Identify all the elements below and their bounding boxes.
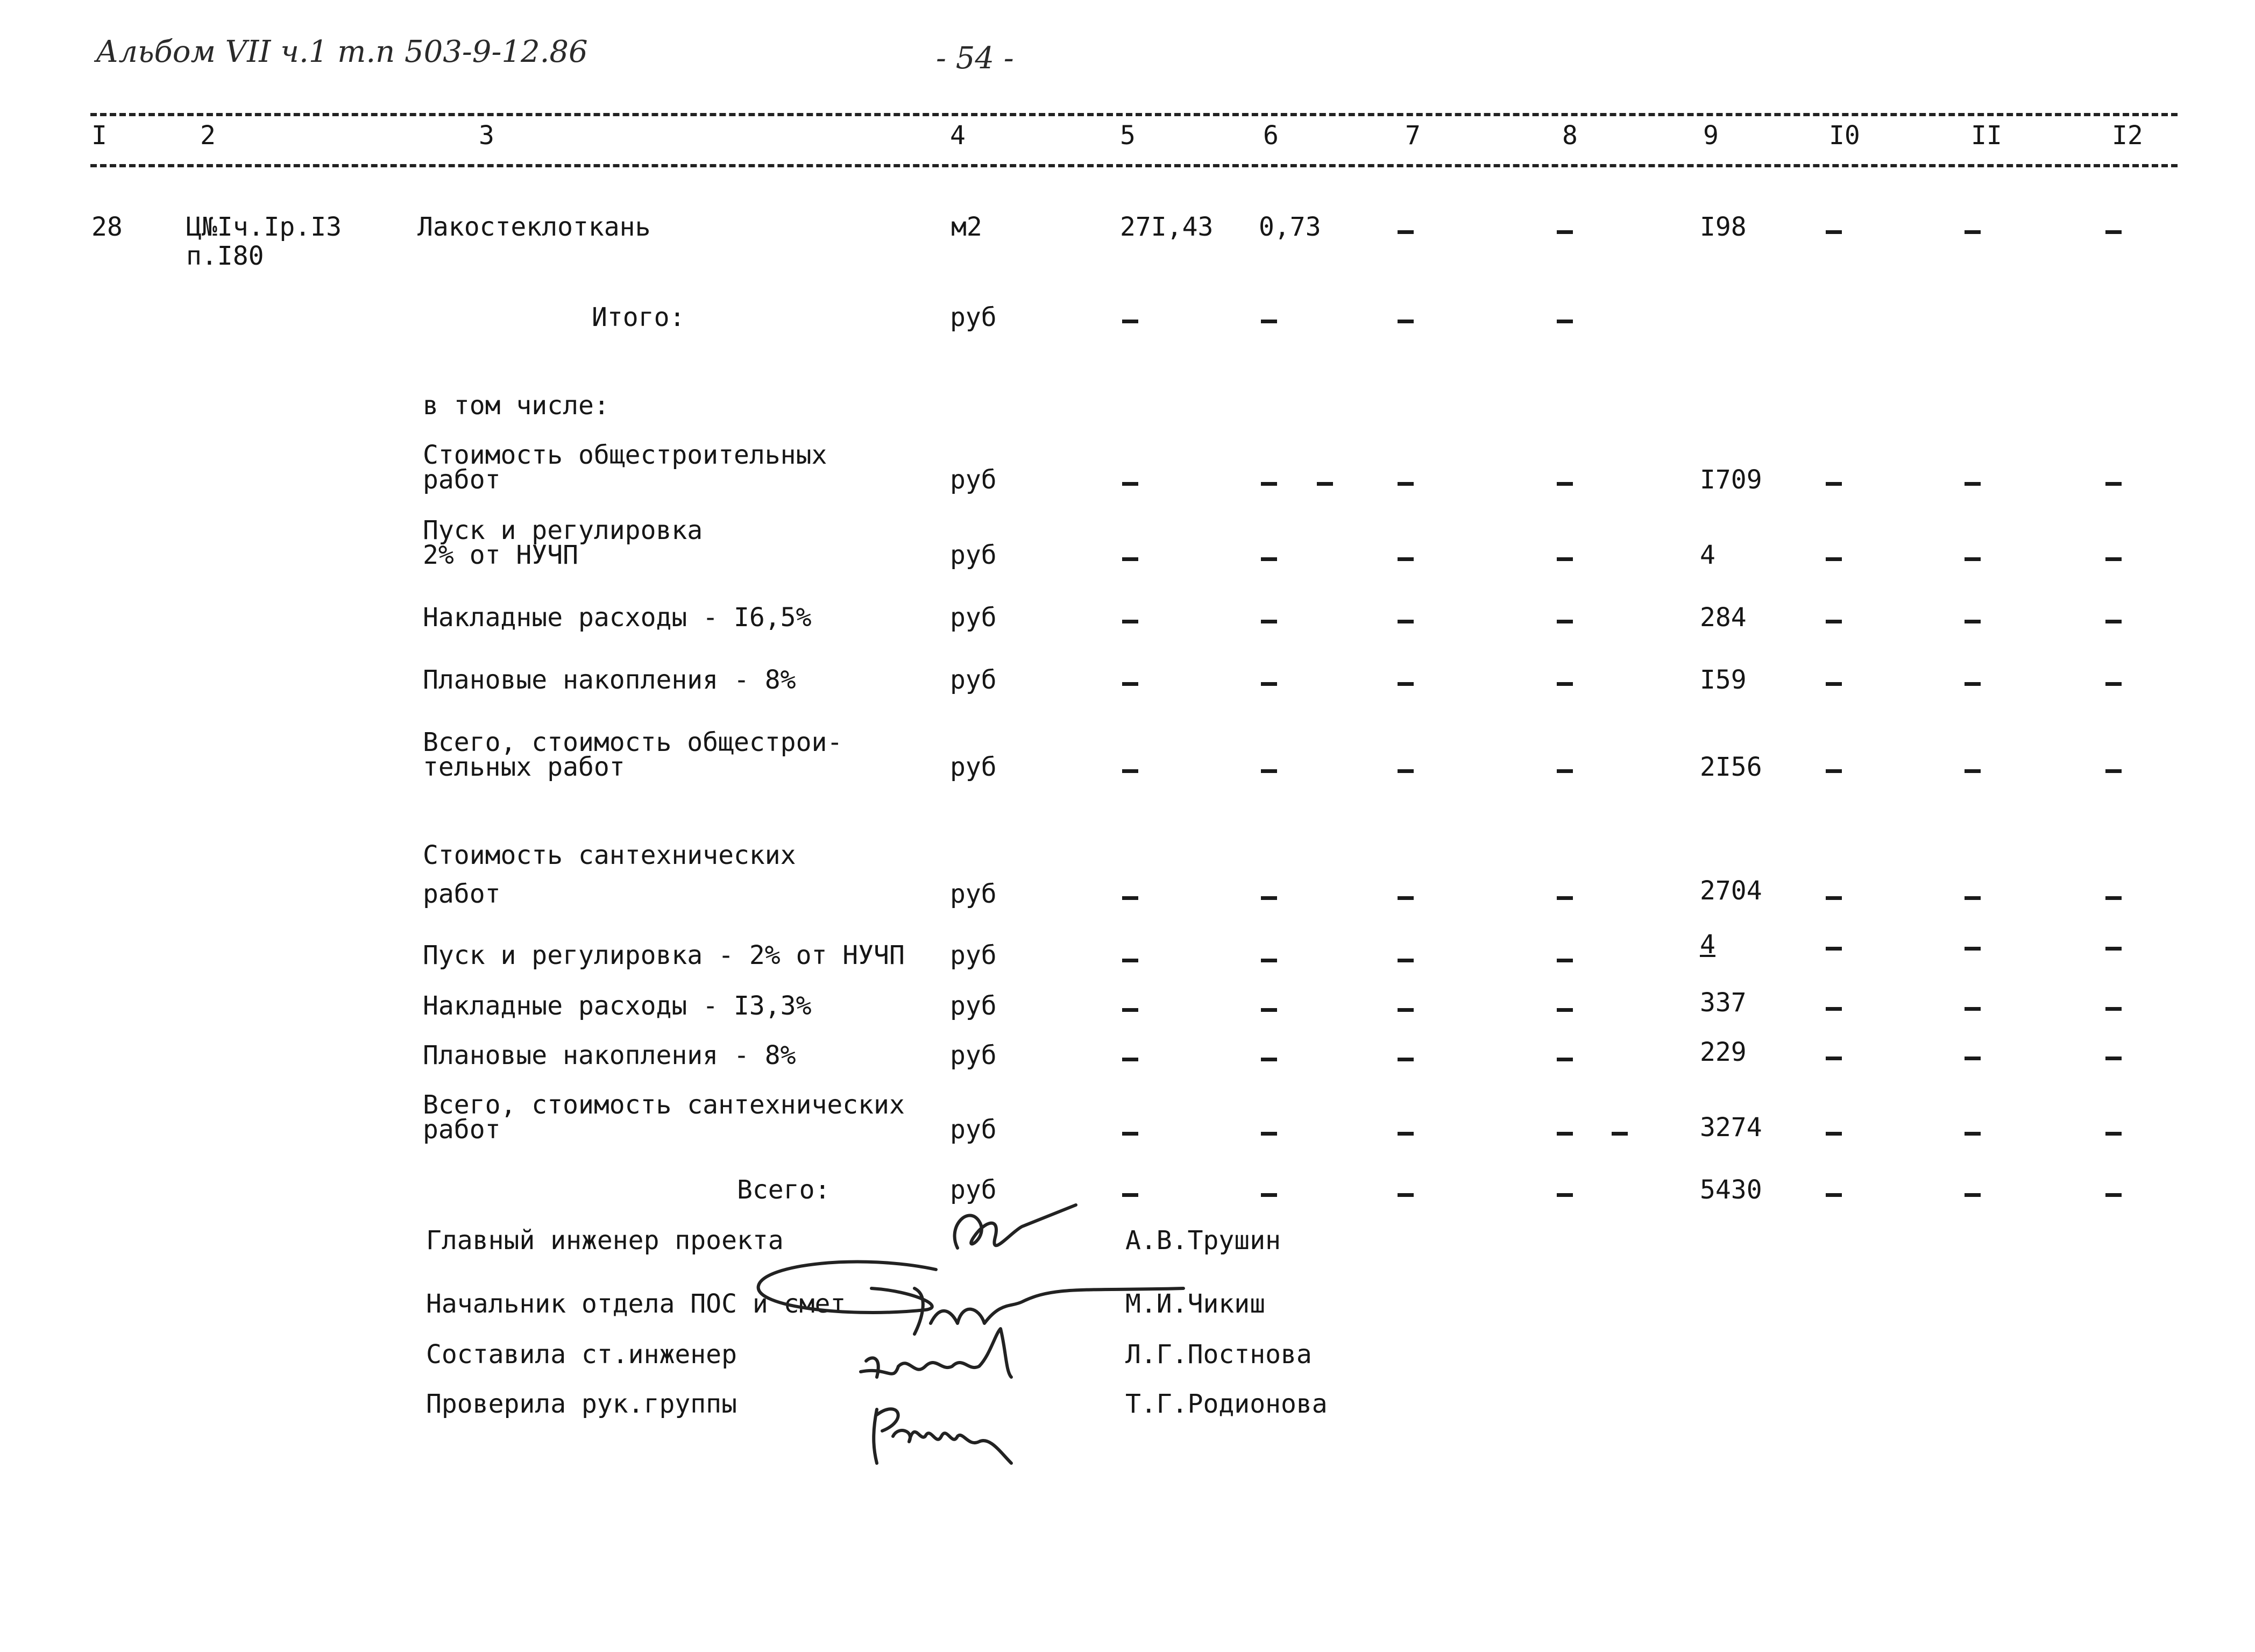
- row28-col7-dash: [1398, 230, 1414, 234]
- itogo-col8-dash: [1557, 320, 1573, 323]
- plumbing-r4-dash-11: [1965, 1057, 1981, 1060]
- plumbing-r1-label-2: работ: [423, 879, 501, 909]
- general-r3-dash-8: [1557, 620, 1573, 623]
- general-r2-dash-10: [1826, 557, 1842, 561]
- signature-mark-3: [861, 1329, 1011, 1377]
- general-r5-label-2: тельных работ: [423, 752, 625, 782]
- general-r3-dash-6: [1261, 620, 1277, 623]
- row28-col6: 0,73: [1259, 212, 1321, 242]
- plumbing-r4-dash-12: [2105, 1057, 2122, 1060]
- general-r3-label: Накладные расходы - I6,5%: [423, 602, 812, 633]
- signature-name-department-head: М.И.Чикиш: [1125, 1289, 1266, 1319]
- plumbing-r4-label: Плановые накопления - 8%: [423, 1040, 796, 1070]
- col-header-4: 4: [950, 120, 966, 151]
- row28-unit: м2: [951, 212, 982, 242]
- total-dash-6: [1261, 1193, 1277, 1197]
- plumbing-r3-dash-12: [2105, 1007, 2122, 1011]
- plumbing-r5-col9: 3274: [1700, 1112, 1762, 1143]
- total-dash-12: [2105, 1193, 2122, 1197]
- header-top-rule: [90, 113, 2178, 116]
- plumbing-r3-dash-11: [1965, 1007, 1981, 1011]
- general-r3-unit: руб: [950, 602, 997, 633]
- signature-role-department-head: Начальник отдела ПОС и смет: [426, 1289, 846, 1319]
- general-r5-dash-6: [1261, 769, 1277, 773]
- signature-mark-2: [758, 1262, 1183, 1334]
- plumbing-r4-unit: руб: [950, 1040, 997, 1070]
- plumbing-r3-dash-10: [1826, 1007, 1842, 1011]
- general-r5-dash-5: [1122, 769, 1138, 773]
- general-r2-dash-8: [1557, 557, 1573, 561]
- plumbing-r1-dash-12: [2105, 896, 2122, 900]
- col-header-9: 9: [1703, 120, 1719, 151]
- total-dash-11: [1965, 1193, 1981, 1197]
- general-r4-label: Плановые накопления - 8%: [423, 665, 796, 695]
- itogo-col7-dash: [1398, 320, 1414, 323]
- signature-name-checker: Т.Г.Родионова: [1125, 1389, 1328, 1419]
- signature-mark-1: [955, 1205, 1076, 1248]
- plumbing-r4-dash-6: [1261, 1058, 1277, 1061]
- plumbing-r5-dash-10: [1826, 1132, 1842, 1136]
- total-dash-7: [1398, 1193, 1414, 1197]
- general-r2-label-2: 2% от НУЧП: [423, 540, 578, 570]
- plumbing-r5-label-1: Всего, стоимость сантехнических: [423, 1090, 905, 1120]
- general-r1-col9: I709: [1700, 465, 1762, 495]
- plumbing-r1-dash-10: [1826, 896, 1842, 900]
- general-r4-dash-5: [1122, 682, 1138, 686]
- general-r1-dash-6b: [1317, 482, 1333, 486]
- general-r4-dash-12: [2105, 682, 2122, 686]
- plumbing-r3-dash-7: [1398, 1008, 1414, 1012]
- general-r1-dash-5: [1122, 482, 1138, 486]
- general-r1-unit: руб: [950, 465, 997, 495]
- plumbing-r2-dash-12: [2105, 947, 2122, 951]
- handwritten-signatures: [753, 1194, 1205, 1474]
- page-number: - 54 -: [936, 41, 1014, 76]
- plumbing-r5-dash-12: [2105, 1132, 2122, 1136]
- row28-code-2: п.I80: [186, 241, 264, 271]
- general-r4-dash-6: [1261, 682, 1277, 686]
- itogo-col6-dash: [1261, 320, 1277, 323]
- row28-col11-dash: [1965, 230, 1981, 234]
- general-r5-label-1: Всего, стоимость общестрои-: [423, 727, 843, 757]
- plumbing-r3-col9: 337: [1700, 988, 1747, 1018]
- general-r4-dash-10: [1826, 682, 1842, 686]
- plumbing-r2-dash-7: [1398, 959, 1414, 962]
- plumbing-r2-label: Пуск и регулировка - 2% от НУЧП: [423, 940, 905, 970]
- itogo-label: Итого:: [592, 302, 685, 332]
- plumbing-r3-label: Накладные расходы - I3,3%: [423, 991, 812, 1021]
- plumbing-r1-label-1: Стоимость сантехнических: [423, 840, 796, 870]
- plumbing-r5-unit: руб: [950, 1115, 997, 1145]
- row28-col5: 27I,43: [1120, 212, 1214, 242]
- general-r5-unit: руб: [950, 752, 997, 782]
- plumbing-r4-col9: 229: [1700, 1037, 1747, 1067]
- plumbing-r5-dash-7: [1398, 1132, 1414, 1136]
- plumbing-r5-dash-11: [1965, 1132, 1981, 1136]
- general-r5-dash-7: [1398, 769, 1414, 773]
- plumbing-r4-dash-5: [1122, 1058, 1138, 1061]
- row28-col8-dash: [1557, 230, 1573, 234]
- plumbing-r3-dash-8: [1557, 1008, 1573, 1012]
- signature-role-compiler: Составила ст.инженер: [426, 1339, 737, 1370]
- general-r1-dash-8: [1557, 482, 1573, 486]
- signature-name-compiler: Л.Г.Постнова: [1125, 1339, 1312, 1370]
- plumbing-r2-col9: 4: [1700, 930, 1715, 960]
- general-r1-dash-12: [2105, 482, 2122, 486]
- plumbing-r4-dash-8: [1557, 1058, 1573, 1061]
- plumbing-r3-dash-5: [1122, 1008, 1138, 1012]
- signature-role-chief-engineer: Главный инженер проекта: [426, 1225, 784, 1256]
- general-r2-dash-7: [1398, 557, 1414, 561]
- plumbing-r1-dash-8: [1557, 896, 1573, 900]
- plumbing-r1-dash-6: [1261, 896, 1277, 900]
- row28-num: 28: [91, 212, 123, 242]
- general-r3-dash-7: [1398, 620, 1414, 623]
- plumbing-r4-dash-7: [1398, 1058, 1414, 1061]
- plumbing-r5-label-2: работ: [423, 1115, 501, 1145]
- total-dash-8: [1557, 1193, 1573, 1197]
- row28-name: Лакостеклоткань: [417, 212, 651, 242]
- col-header-2: 2: [200, 120, 216, 151]
- signature-role-checker: Проверила рук.группы: [426, 1389, 737, 1419]
- general-r1-dash-10: [1826, 482, 1842, 486]
- plumbing-r1-unit: руб: [950, 879, 997, 909]
- plumbing-r5-dash-8b: [1612, 1132, 1628, 1136]
- general-r3-dash-10: [1826, 620, 1842, 623]
- general-r2-dash-11: [1965, 557, 1981, 561]
- general-r5-dash-10: [1826, 769, 1842, 773]
- col-header-11: II: [1971, 120, 2002, 151]
- col-header-3: 3: [479, 120, 494, 151]
- row28-col9: I98: [1700, 212, 1747, 242]
- col-header-12: I2: [2112, 120, 2143, 151]
- plumbing-r1-dash-7: [1398, 896, 1414, 900]
- general-r5-dash-12: [2105, 769, 2122, 773]
- v-tom-chisle: в том числе:: [423, 391, 609, 421]
- general-r3-dash-12: [2105, 620, 2122, 623]
- plumbing-r5-dash-8: [1557, 1132, 1573, 1136]
- total-dash-10: [1826, 1193, 1842, 1197]
- plumbing-r2-dash-5: [1122, 959, 1138, 962]
- signature-name-chief-engineer: А.В.Трушин: [1125, 1225, 1281, 1256]
- plumbing-r1-dash-5: [1122, 896, 1138, 900]
- col-header-10: I0: [1829, 120, 1860, 151]
- header-bottom-rule: [90, 164, 2178, 167]
- col-header-7: 7: [1405, 120, 1421, 151]
- col-header-1: I: [91, 120, 107, 151]
- row28-code: Ц№Iч.Iр.I3: [186, 212, 342, 242]
- total-unit: руб: [950, 1175, 997, 1205]
- general-r1-dash-6: [1261, 482, 1277, 486]
- plumbing-r3-unit: руб: [950, 991, 997, 1021]
- row28-col12-dash: [2105, 230, 2122, 234]
- general-r4-dash-8: [1557, 682, 1573, 686]
- total-label: Всего:: [737, 1175, 831, 1205]
- col-header-6: 6: [1263, 120, 1279, 151]
- general-r4-dash-7: [1398, 682, 1414, 686]
- plumbing-r2-dash-11: [1965, 947, 1981, 951]
- general-r2-unit: руб: [950, 540, 997, 570]
- col-header-8: 8: [1562, 120, 1578, 151]
- plumbing-r2-unit: руб: [950, 940, 997, 970]
- general-r3-dash-11: [1965, 620, 1981, 623]
- general-r4-dash-11: [1965, 682, 1981, 686]
- plumbing-r4-dash-10: [1826, 1057, 1842, 1060]
- general-r3-col9: 284: [1700, 602, 1747, 633]
- general-r5-dash-11: [1965, 769, 1981, 773]
- album-note: Альбом VII ч.1 т.п 503-9-12.86: [96, 34, 588, 69]
- plumbing-r5-dash-5: [1122, 1132, 1138, 1136]
- general-r1-dash-7: [1398, 482, 1414, 486]
- general-r5-col9: 2I56: [1700, 752, 1762, 782]
- general-r3-dash-5: [1122, 620, 1138, 623]
- plumbing-r1-col9: 2704: [1700, 876, 1762, 906]
- col-header-5: 5: [1120, 120, 1136, 151]
- itogo-col5-dash: [1122, 320, 1138, 323]
- plumbing-r2-dash-6: [1261, 959, 1277, 962]
- total-col9: 5430: [1700, 1175, 1762, 1205]
- general-r5-dash-8: [1557, 769, 1573, 773]
- general-r2-dash-12: [2105, 557, 2122, 561]
- plumbing-r2-dash-8: [1557, 959, 1573, 962]
- plumbing-r3-dash-6: [1261, 1008, 1277, 1012]
- general-r4-unit: руб: [950, 665, 997, 695]
- general-r2-dash-5: [1122, 557, 1138, 561]
- general-r1-label-1: Стоимость общестроительных: [423, 440, 827, 470]
- row28-col10-dash: [1826, 230, 1842, 234]
- general-r2-label-1: Пуск и регулировка: [423, 515, 703, 545]
- itogo-unit: руб: [950, 302, 997, 332]
- general-r2-col9: 4: [1700, 540, 1715, 570]
- plumbing-r1-dash-11: [1965, 896, 1981, 900]
- plumbing-r5-dash-6: [1261, 1132, 1277, 1136]
- signature-mark-4: [874, 1409, 1011, 1463]
- general-r1-dash-11: [1965, 482, 1981, 486]
- general-r1-label-2: работ: [423, 465, 501, 495]
- plumbing-r2-dash-10: [1826, 947, 1842, 951]
- general-r2-dash-6: [1261, 557, 1277, 561]
- general-r4-col9: I59: [1700, 665, 1747, 695]
